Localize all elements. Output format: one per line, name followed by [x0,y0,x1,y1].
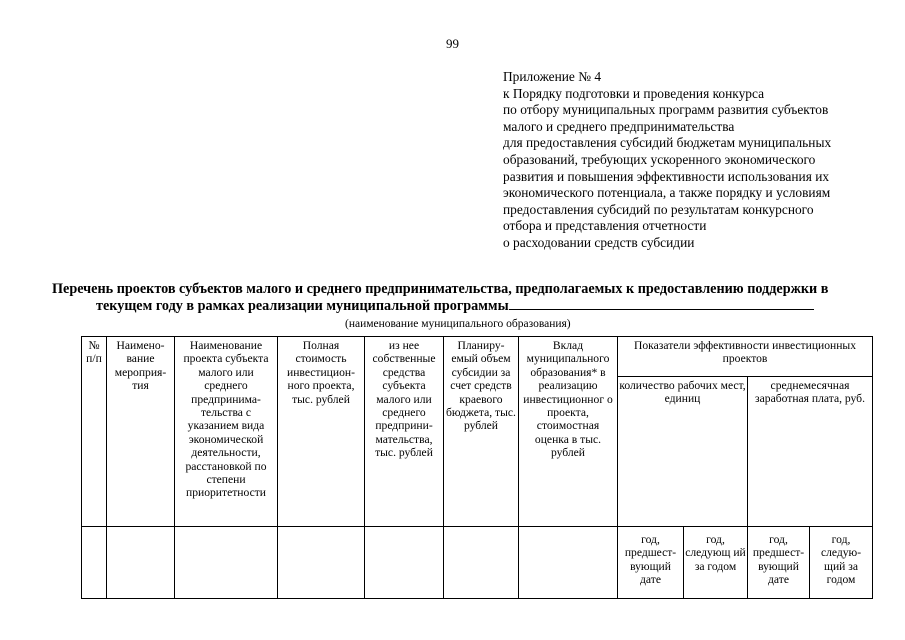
header-planned-subsidy: Планиру-емый объем субсидии за счет средств краевого бюджета, тыс. рублей [444,337,519,527]
subheader-jobs-prev-year: год, предшест-вующий дате [618,527,684,599]
empty-cell [365,527,444,599]
title-line-2 [52,297,902,314]
title-line-1: Перечень проектов субъектов малого и среднего предпринимательства, предполагаемых к предоставлению поддержки в [52,281,829,297]
empty-cell [444,527,519,599]
title-line-2-text: текущем году в рамках реализации муниципальной программы [96,298,509,314]
municipality-blank-line [509,297,814,310]
appendix-line: образований, требующих ускоренного экономического [503,151,816,167]
page-number: 99 [446,36,459,51]
header-num: № п/п [82,337,107,527]
appendix-line: Приложение № 4 [503,69,602,84]
projects-table [81,336,873,599]
appendix-line: к Порядку подготовки и проведения конкурса [503,85,765,101]
header-own-funds: из нее собственные средства субъекта малого или среднего предприни-мательства, тыс. рублей [365,337,444,527]
empty-cell [82,527,107,599]
document-title [52,281,902,314]
empty-cell [519,527,618,599]
subheader-jobs-next-year: год, следующ ий за годом [684,527,748,599]
appendix-line: предоставления субсидий по результатам конкурсного [503,201,814,217]
appendix-line: для предоставления субсидий бюджетам муниципальных [503,135,832,151]
empty-cell [278,527,365,599]
appendix-block [503,69,893,252]
appendix-line: по отбору муниципальных программ развития субъектов [503,102,829,118]
municipality-caption: (наименование муниципального образования) [345,318,571,330]
empty-cell [175,527,278,599]
appendix-line: экономического потенциала, а также порядку и условиям [503,185,831,201]
subheader-salary-prev-year: год, предшест-вующий дате [748,527,810,599]
header-indicators: Показатели эффективности инвестиционных проектов [618,337,873,377]
header-jobs: количество рабочих мест, единиц [618,377,748,527]
header-salary: среднемесячная заработная плата, руб. [748,377,873,527]
header-total-cost: Полная стоимость инвестицион-ного проекта, тыс. рублей [278,337,365,527]
appendix-line: развития и повышения эффективности использования их [503,168,830,184]
appendix-line: отбора и представления отчетности [503,218,707,234]
header-project-name: Наименование проекта субъекта малого или среднего предпринима-тельства с указанием вида экономической деятельности, расстановкой по степени приоритетности [175,337,278,527]
appendix-line: о расходовании средств субсидии [503,234,695,250]
header-event-name: Наимено-вание мероприя-тия [107,337,175,527]
subheader-salary-next-year: год, следую-щий за годом [810,527,873,599]
header-municipal-contribution: Вклад муниципального образования* в реализацию инвестиционног о проекта, стоимостная оценка в тыс. рублей [519,337,618,527]
empty-cell [107,527,175,599]
appendix-line: малого и среднего предпринимательства [503,118,735,134]
